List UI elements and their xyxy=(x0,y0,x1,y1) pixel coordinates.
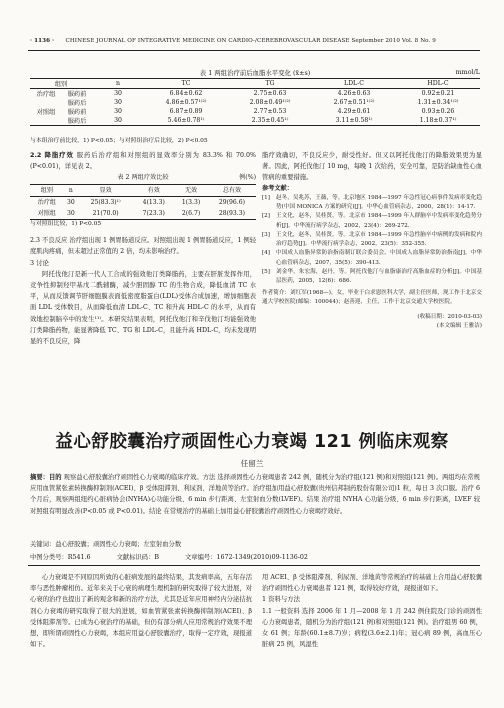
table1-header-cell: TG xyxy=(265,80,275,87)
reference-text: 王文化，赵冬，吴桂贤，等。北京市 1984—1999 年急性脑卒中病例的发病和院内治疗趋势[J]。中华流行病学杂志，2002，23(5)：352-355. xyxy=(276,231,482,248)
reference-item xyxy=(262,249,482,268)
paragraph: 脂疗效确切，不良反应少，耐受性好。但又以阿托伐他汀的降脂效果更为显著。因此，阿托伐他汀 10 mg，每晚 1 次给药，安全可靠，是防治缺血性心血管病的重要措施。 xyxy=(262,152,482,182)
editor-line: (本文编辑 王雅洁) xyxy=(436,323,482,330)
left-column xyxy=(30,150,256,347)
table1 xyxy=(30,78,480,126)
reference-number: [5] xyxy=(262,268,270,275)
author-note: 作者简介：刘红军(1968—)，女，毕业于白求恩医科大学，副主任医师，现工作于北京交通大学校医院(邮编：100044)；赵善迎，主任，工作于北京交通大学校医院。 xyxy=(262,289,482,305)
reference-text: 刘金华，朱宏海，赵丹，等。阿托伐他汀与血脂康治疗高脂血症的分析[J]。中国基层医药，2005，12(6)：686. xyxy=(276,268,482,285)
table-cell: 2.08±0.49¹⁾²⁾ xyxy=(249,99,291,106)
divider xyxy=(28,565,480,566)
table1-caption-row xyxy=(30,68,480,77)
document-code: 文献标识码：B xyxy=(116,554,159,561)
reference-item xyxy=(262,268,482,287)
table-cell: 30 xyxy=(114,99,122,106)
reference-number: [4] xyxy=(262,250,270,257)
right-column xyxy=(262,150,482,332)
table2-header-cell: n xyxy=(64,184,78,196)
table2-note: 与对照组比较，1) P<0.05 xyxy=(30,221,102,228)
article-body-left xyxy=(30,572,252,650)
classification-line xyxy=(30,552,480,561)
table-cell: 治疗组 xyxy=(36,91,56,98)
abstract-label: 摘要：目的 xyxy=(30,474,62,481)
article-author: 任留兰 xyxy=(240,459,264,468)
table1-header-cell: n xyxy=(116,80,120,87)
table-cell: 30 xyxy=(64,208,78,220)
table-cell: 30 xyxy=(114,108,122,115)
table-cell: 服药后 xyxy=(62,116,92,126)
table-cell: 4.86±0.57¹⁾²⁾ xyxy=(165,99,207,106)
references xyxy=(262,184,482,332)
table-cell: 30 xyxy=(66,198,75,206)
clc-number: 中图分类号：R541.6 xyxy=(30,554,91,561)
table-cell: 2(6.7) xyxy=(174,208,208,220)
table1-note: 与本组治疗前比较，1) P<0.05；与对照组治疗后比较，2) P<0.05 xyxy=(30,138,208,144)
page-number: · 1136 · xyxy=(30,38,55,44)
section-3-heading: 3 讨论 xyxy=(30,258,49,267)
table-row xyxy=(30,196,256,208)
reference-item xyxy=(262,212,482,231)
table2-caption-row xyxy=(30,172,256,183)
section-heading: 2.2 降脂疗效 xyxy=(30,151,74,159)
table-cell: 25(83.3)¹⁾ xyxy=(90,198,121,206)
paragraph: 服药后治疗组和对照组的显效率分别为 83.3% 和 70.0% (P<0.01)，详见表 2。 xyxy=(30,152,256,171)
table-cell: 2.75±0.63 xyxy=(253,90,287,97)
reference-text: 中国成人血脂异常防治指南制订联合委员会。中国成人血脂异常防治指南[J]。中华心血管病杂志，2007，35(5)：390-413. xyxy=(276,250,482,266)
table-cell: 21(70.0) xyxy=(78,208,133,220)
article-title: 益心舒胶囊治疗顽固性心力衰竭 121 例临床观察 xyxy=(55,432,449,452)
table-cell: 6.84±0.62 xyxy=(169,90,203,97)
reference-number: [3] xyxy=(262,231,270,238)
table-cell: 治疗组 xyxy=(37,198,56,206)
table1-header-cell: HDL-C xyxy=(427,80,449,87)
table2-header-cell: 组别 xyxy=(30,184,64,196)
table-cell: 30 xyxy=(114,90,122,97)
table-cell: 4.29±0.61 xyxy=(337,108,371,115)
table-cell: 4.26±0.63 xyxy=(337,90,371,97)
article-number: 文章编号：1672-1349(2010)09-1136-02 xyxy=(184,554,308,561)
section-1-heading: 1 资料与方法 xyxy=(262,595,301,604)
table-cell: 5.46±0.78¹⁾ xyxy=(144,116,228,126)
table-cell: 0.93±0.26 xyxy=(421,108,455,115)
running-header xyxy=(30,38,480,44)
table2-header-cell: 无效 xyxy=(174,184,208,196)
reference-text: 王文化，赵冬，吴桂贤，等。北京市 1984—1999 年人群脑卒中发病率变化趋势分析[J]。中华流行病学杂志，2002，23(4)：269-272. xyxy=(276,213,482,229)
table-cell: 1(3.3) xyxy=(181,198,201,206)
table-cell: 对照组 xyxy=(30,208,64,220)
table-cell: 2.77±0.53 xyxy=(253,108,287,115)
table1-header-row xyxy=(30,79,480,89)
journal-line: CHINESE JOURNAL OF INTEGRATIVE MEDICINE ON CARDIO-/CEREBROVASCULAR DISEASE September 2010 Vol. 8 No. 9 xyxy=(65,38,436,44)
table1-header-cell: LDL-C xyxy=(343,80,364,87)
table2-caption: 表 2 两组疗效比较 xyxy=(117,174,169,182)
table-cell: 2.35±0.45¹⁾ xyxy=(228,116,312,126)
table-cell: 服药后 xyxy=(67,100,87,107)
table-cell xyxy=(30,98,62,107)
reference-text: 赵冬，吴兆苏，王薇，等。北京地区 1984—1997 年急性冠心病事件发病率变化趋势(中国 MONICA 方案的研究)[J]。中华心血管病杂志，2000，28(1)：14-17. xyxy=(276,194,482,210)
table2-header-row xyxy=(30,184,256,196)
table1-header-cell: 组别 xyxy=(54,81,68,88)
table-cell: 1.31±0.34¹⁾²⁾ xyxy=(417,99,459,106)
header-rule xyxy=(28,50,480,51)
reference-number: [2] xyxy=(262,213,270,220)
table2-unit: 例(%) xyxy=(239,174,256,182)
table-cell: 服药前 xyxy=(67,91,87,98)
table2-header-cell: 有效 xyxy=(133,184,174,196)
table-cell: 6.87±0.89 xyxy=(169,108,203,115)
section-2-2 xyxy=(30,150,256,172)
table2-header-cell: 显效 xyxy=(78,184,133,196)
abstract-text: 观察益心舒胶囊治疗顽固性心力衰竭的临床疗效。方法 选择顽固性心力衰竭患者 242 例，随机分为治疗组(121 例)和对照组(121 例)。两组均在常规应用血管紧张素转换酶抑制剂(ACEI)、β 受体阻滞剂、利尿剂、洋地黄等治疗。治疗组加用益心舒胶囊(贵州信邦制药股份有限公司)1 粒，每日 3 次口服。治疗 6 个月后，观察两组纽约心脏病协会(NYHA)心功能分级、6 min 步行距离、左室射血分数(LVEF)。结果 治疗组 NYHA 心功能分级、6 min 步行距离，LVEF 较对照组有明显改善(P<0.05 或 P<0.01)。结论 在常规治疗的基础上加用益心舒胶囊治疗顽固性心力衰竭疗效好。 xyxy=(30,474,480,515)
table-cell xyxy=(30,116,62,126)
table-cell: 对照组 xyxy=(36,109,56,116)
table-row xyxy=(30,116,480,126)
table-cell: 0.92±0.21 xyxy=(421,90,455,97)
table1-unit: mmol/L xyxy=(455,68,480,76)
table-row xyxy=(30,107,480,116)
article-body-right xyxy=(262,572,482,650)
table-cell: 29(96.6) xyxy=(218,198,245,206)
table-cell: 3.11±0.58¹⁾ xyxy=(312,116,396,126)
table-row xyxy=(30,89,480,99)
paragraph: 心力衰竭是不同原因所致的心脏病发展的最终结果，其发病率高，五年存活率与恶性肿瘤相仿。近年来关于心衰的病理生理机制的研究取得了较大进展，对心衰的治疗也提出了新的观念和新的治疗方法，尤其是近年应用神经内分泌拮抗剂心力衰竭的研究取得了很大的进展，如血管紧张素转换酶抑制剂(ACEI)、β 受体阻滞剂等。已成为心衰治疗的基础，但仍有部分病人应用常规治疗效果不理想，即所谓顽固性心力衰竭，本组应用益心舒胶囊治疗，取得一定疗效，现报道如下。 xyxy=(30,574,252,649)
table1-caption: 表 1 两组治疗前后血脂水平变化 (x̄±s) xyxy=(199,69,311,77)
table1-header-cell: TC xyxy=(181,80,191,87)
table-cell: 28(93.3) xyxy=(208,208,256,220)
table-cell: 7(23.3) xyxy=(133,208,174,220)
abstract xyxy=(30,472,480,517)
table-cell: 2.67±0.51¹⁾²⁾ xyxy=(333,99,375,106)
table2-header-cell: 总有效 xyxy=(208,184,256,196)
received-date: (收稿日期：2010-03-03) xyxy=(417,314,482,321)
table-cell: 服药前 xyxy=(67,109,87,116)
paragraph: 用 ACEI、β 受体阻滞剂、利尿剂、洋地黄等常规治疗的基础上合用益心舒胶囊治疗顽固性心力衰竭患者 121 例，取得较好疗效，现报道如下。 xyxy=(262,574,482,593)
references-heading: 参考文献： xyxy=(262,184,293,192)
section-2-3: 2.3 不良反应 治疗组出现 1 例胃肠道反应。对照组出现 1 例胃肠道反应，1 例轻度肌肉疼痛，但未超过正常值的 2 倍，均未影响治疗。 xyxy=(30,237,256,256)
table-cell: 30 xyxy=(92,116,144,126)
reference-number: [1] xyxy=(262,194,270,201)
reference-item xyxy=(262,194,482,213)
table-cell: 4(13.3) xyxy=(142,198,165,206)
table-row xyxy=(30,208,256,220)
table-cell: 1.18±0.37¹⁾ xyxy=(396,116,480,126)
reference-item xyxy=(262,231,482,250)
section-3-text: 阿托伐他汀是新一代人工合成的强效他汀类降脂药，主要在肝脏发挥作用，竞争性抑制羟甲基戊二酰辅酶，减少胆固醇 TC 的生物合成，降低血清 TC 水平，从而反馈调节肝细胞膜表面低密度脂蛋白(LDL)受体合成加速，增加细胞表面 LDL 受体数目，从而降低血清 LDL-C、TC 和升高 HDL-C 的水平，从而有效地控制脑卒中的发生¹¹⁾。本研究结果表明，阿托伐他汀和辛伐他汀均能强效他汀类降脂药物，能显著降低 TC、TG 和 LDL-C，且能升高 HDL-C，均未发现明显的不良反应，降 xyxy=(30,270,256,346)
section-1-1: 1.1 一般资料 选择 2006 年 1 月—2008 年 1 月 242 例住院及门诊的顽固性心力衰竭患者，随机分为治疗组(121 例)和对照组(121 例)。治疗组男 60 例，女 61 例；年龄(60.1±8.7)岁；病程(3.6±2.1)年；冠心病 89 例，高血压心脏病 25 例，风湿性 xyxy=(262,607,482,649)
table-row xyxy=(30,98,480,107)
keywords: 关键词：益心舒胶囊；顽固性心力衰竭；左室射血分数 xyxy=(30,541,182,548)
table2 xyxy=(30,184,256,221)
